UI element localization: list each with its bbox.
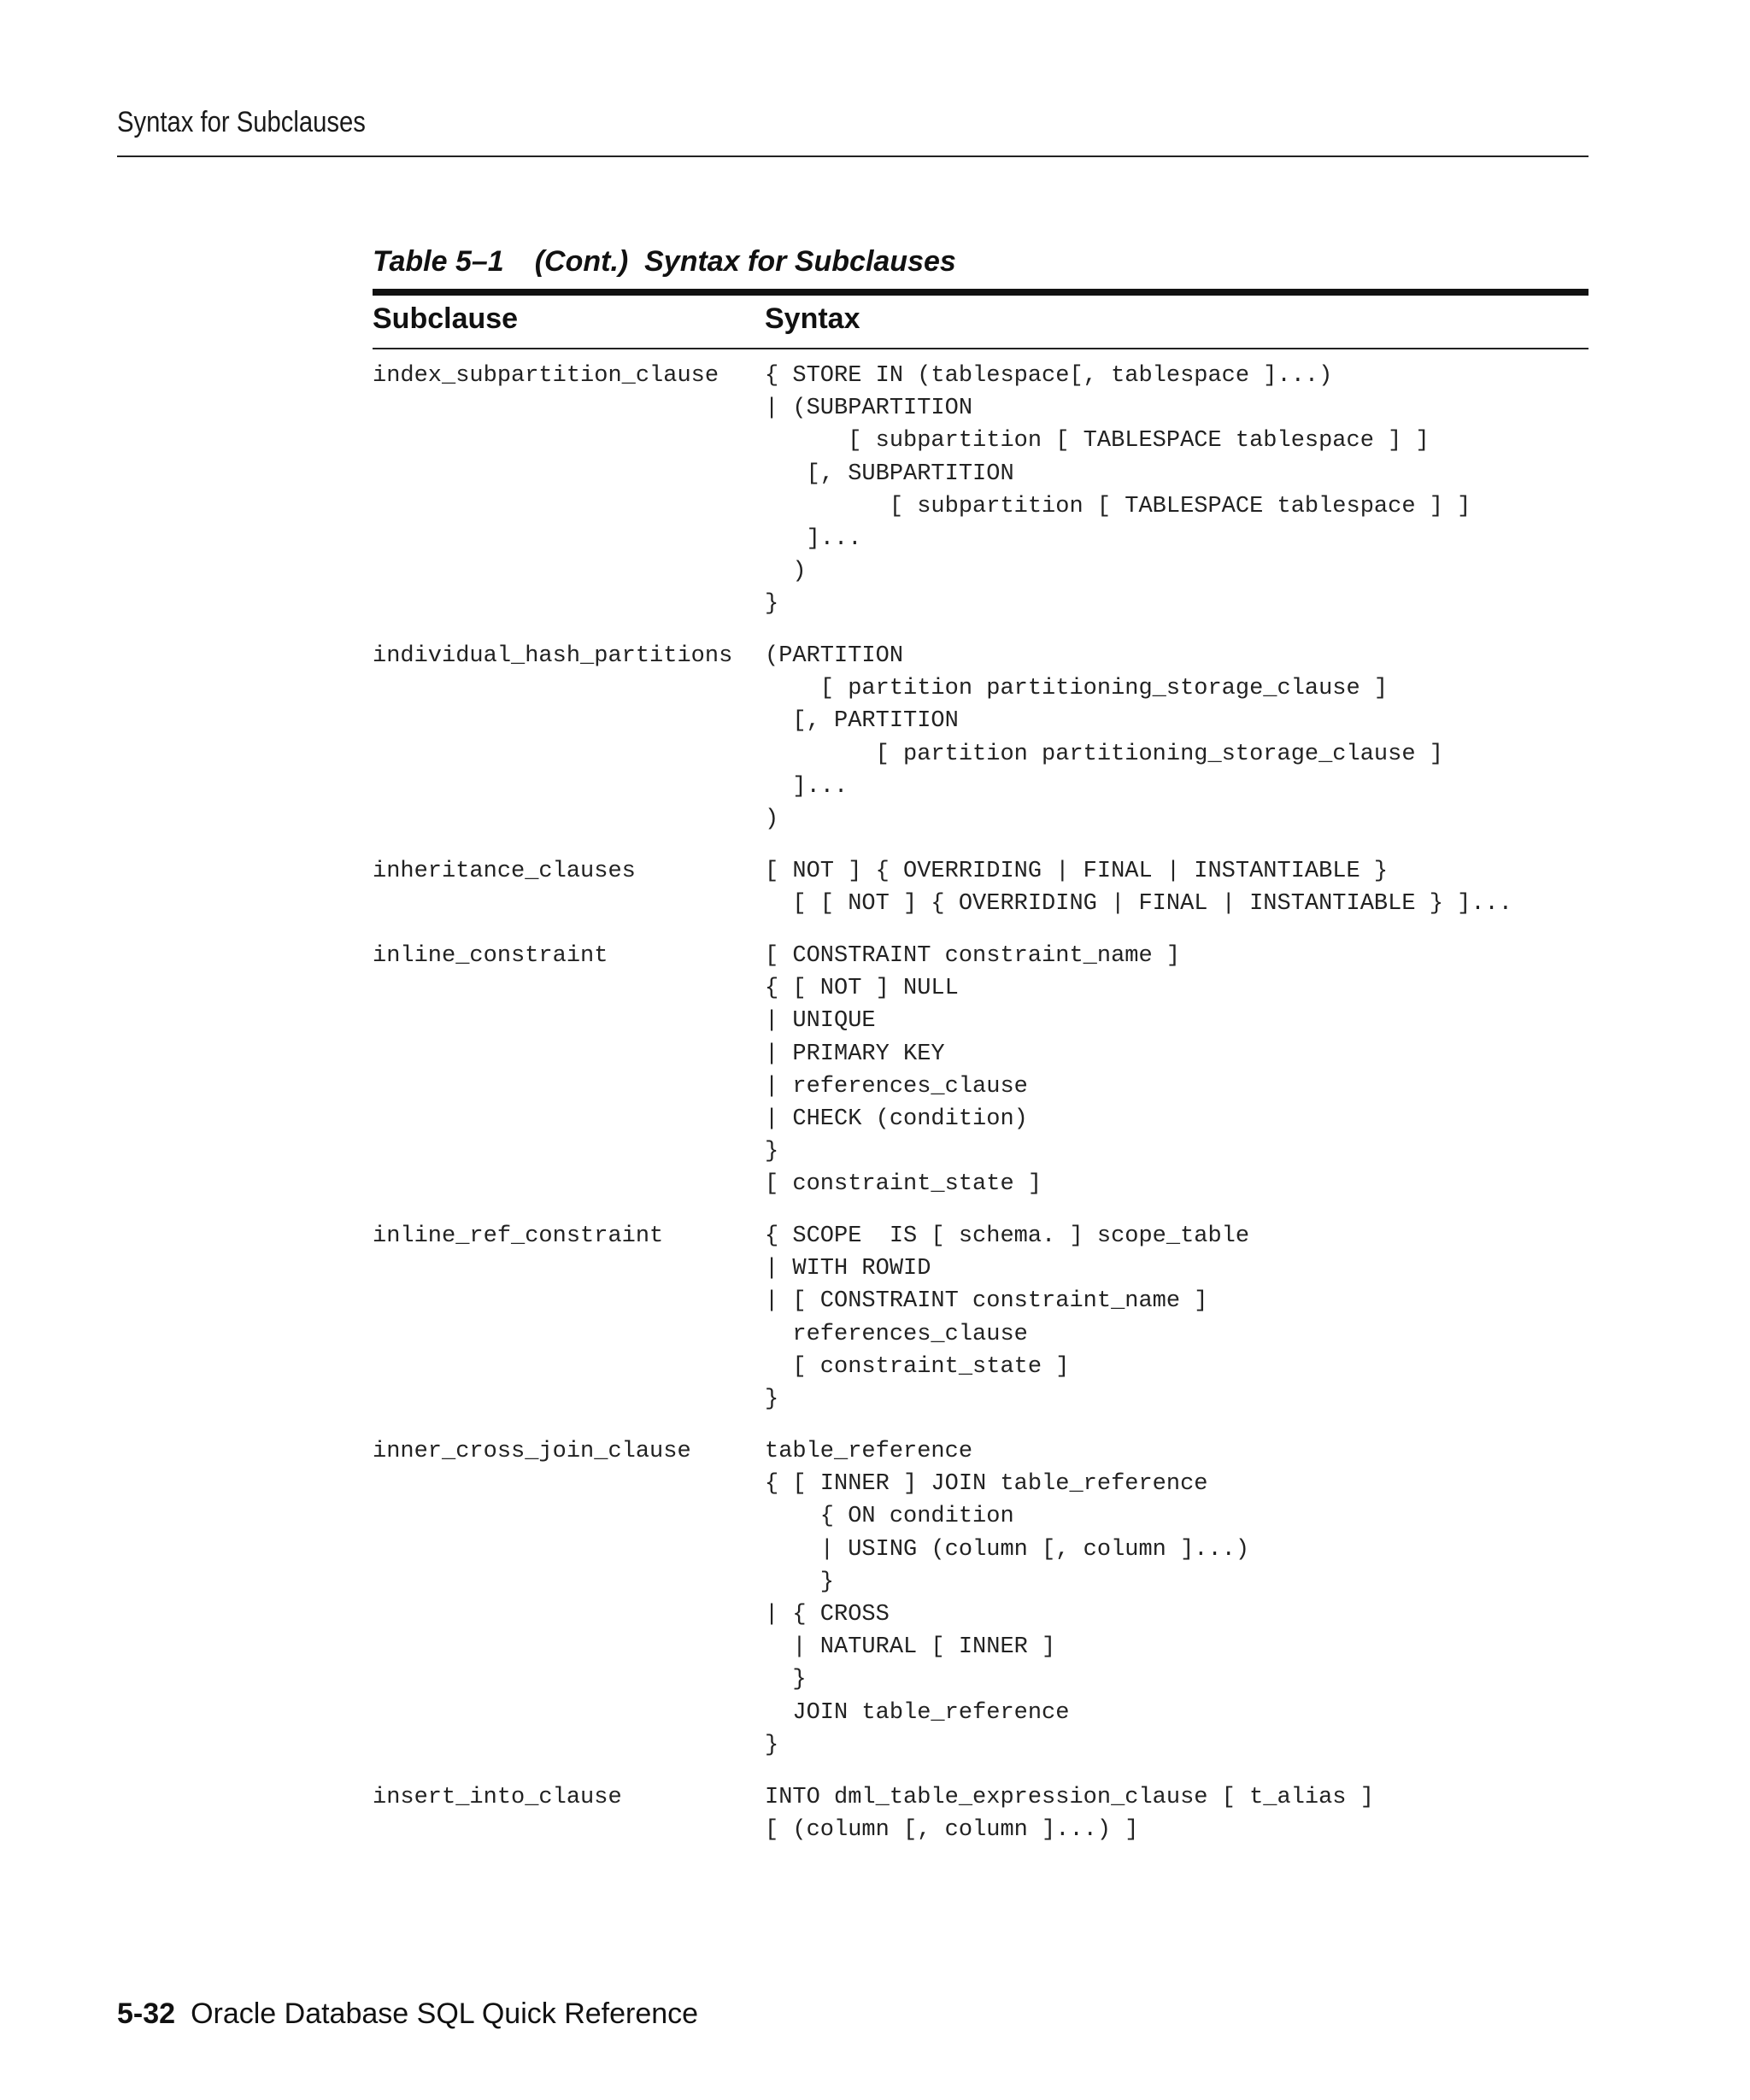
syntax-line: ) (765, 559, 807, 585)
syntax-line: | { CROSS (765, 1601, 890, 1628)
syntax-line: | UNIQUE (765, 1008, 876, 1035)
table-caption (373, 245, 956, 279)
syntax-line: { [ INNER ] JOIN table_reference (765, 1471, 1208, 1498)
syntax-line: } (765, 1569, 835, 1595)
table-caption-title: (Cont.) Syntax for Subclauses (534, 245, 956, 278)
subclause-name: inline_constraint (373, 943, 608, 969)
book-title: Oracle Database SQL Quick Reference (191, 1997, 699, 2030)
running-head: Syntax for Subclauses (117, 106, 366, 138)
syntax-line: | NATURAL [ INNER ] (765, 1634, 1056, 1661)
syntax-line: [ CONSTRAINT constraint_name ] (765, 943, 1181, 969)
syntax-line: { ON condition (765, 1504, 1014, 1530)
header-rule (117, 155, 1589, 157)
syntax-line: { STORE IN (tablespace[, tablespace ]...) (765, 363, 1333, 389)
syntax-line: (PARTITION (765, 643, 904, 669)
syntax-line: | WITH ROWID (765, 1256, 931, 1282)
syntax-block (765, 855, 1512, 920)
syntax-line: { SCOPE IS [ schema. ] scope_table (765, 1223, 1250, 1249)
page-footer (117, 1997, 698, 2031)
syntax-line: [ subpartition [ TABLESPACE tablespace ] ] (765, 493, 1471, 519)
syntax-line: } (765, 1732, 779, 1758)
subclause-name: inline_ref_constraint (373, 1223, 664, 1249)
table-header-rule (373, 348, 1589, 349)
syntax-line: | [ CONSTRAINT constraint_name ] (765, 1288, 1208, 1315)
syntax-line: } (765, 1139, 779, 1165)
syntax-line: JOIN table_reference (765, 1699, 1070, 1726)
syntax-line: [ constraint_state ] (765, 1353, 1070, 1380)
syntax-line: [ [ NOT ] { OVERRIDING | FINAL | INSTANTIABLE } ]... (765, 891, 1512, 918)
syntax-line: table_reference (765, 1439, 973, 1464)
syntax-line: [, SUBPARTITION (765, 460, 1014, 487)
syntax-line: [ constraint_state ] (765, 1171, 1042, 1198)
syntax-block (765, 360, 1471, 621)
column-header-syntax: Syntax (765, 302, 860, 335)
subclause-name: index_subpartition_clause (373, 363, 719, 389)
syntax-line: | CHECK (condition) (765, 1106, 1028, 1132)
column-header-subclause: Subclause (373, 302, 519, 335)
syntax-line: references_clause (765, 1321, 1028, 1347)
subclause-name: individual_hash_partitions (373, 643, 733, 669)
syntax-line: } (765, 591, 779, 618)
syntax-line: | PRIMARY KEY (765, 1041, 945, 1067)
syntax-block (765, 1781, 1374, 1846)
table-caption-number: Table 5–1 (373, 245, 504, 278)
subclause-name: inner_cross_join_clause (373, 1439, 691, 1464)
syntax-line: } (765, 1386, 779, 1412)
syntax-line: INTO dml_table_expression_clause [ t_alias ] (765, 1785, 1374, 1810)
syntax-block (765, 940, 1180, 1201)
syntax-line: [ (column [, column ]...) ] (765, 1817, 1139, 1844)
page-number: 5-32 (117, 1997, 176, 2030)
syntax-line: [, PARTITION (765, 708, 959, 735)
syntax-line: ]... (765, 525, 862, 552)
syntax-line: [ subpartition [ TABLESPACE tablespace ] ] (765, 428, 1430, 455)
syntax-line: { [ NOT ] NULL (765, 976, 959, 1002)
syntax-line: } (765, 1667, 807, 1693)
syntax-line: ]... (765, 773, 849, 800)
syntax-block (765, 640, 1443, 836)
syntax-line: | USING (column [, column ]...) (765, 1536, 1250, 1563)
subclause-name: insert_into_clause (373, 1785, 622, 1810)
table-top-rule (373, 289, 1589, 296)
subclause-name: inheritance_clauses (373, 859, 636, 884)
syntax-block (765, 1220, 1249, 1416)
syntax-line: [ partition partitioning_storage_clause ] (765, 676, 1389, 702)
syntax-line: [ NOT ] { OVERRIDING | FINAL | INSTANTIABLE } (765, 859, 1389, 884)
syntax-block (765, 1435, 1249, 1762)
syntax-line: | references_clause (765, 1073, 1028, 1100)
syntax-line: ) (765, 806, 779, 832)
syntax-line: [ partition partitioning_storage_clause ] (765, 741, 1443, 767)
syntax-line: | (SUBPARTITION (765, 396, 973, 422)
